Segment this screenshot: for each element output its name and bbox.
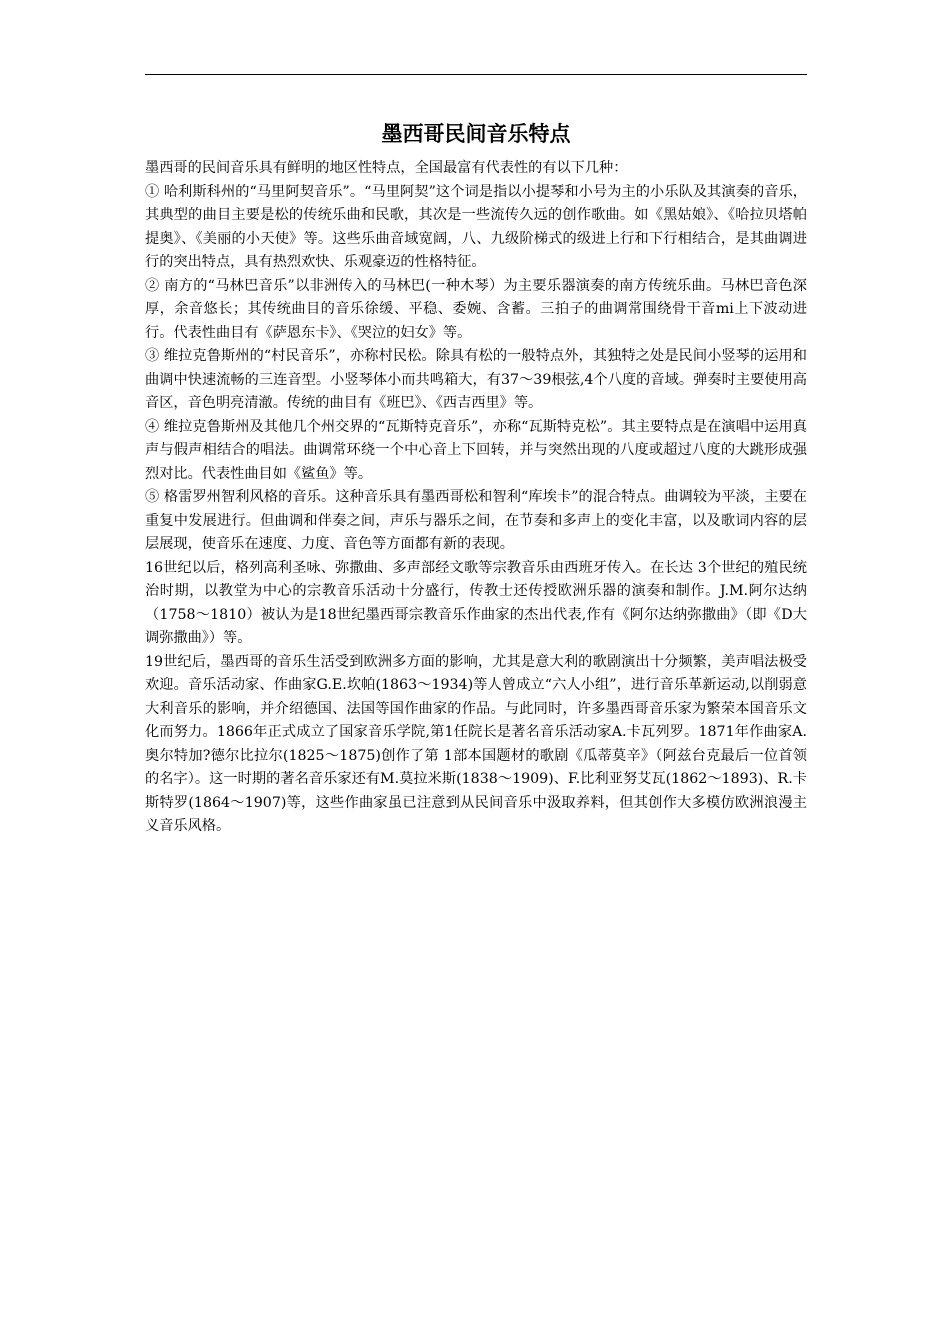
paragraph-mariachi: ① 哈利斯科州的“马里阿契音乐”。“马里阿契”这个词是指以小提琴和小号为主的小乐队及其演奏的音乐，其典型的曲目主要是松的传统乐曲和民歌，其次是一些流传久远的创作歌曲。如《黑姑娘》、《哈拉贝塔帕提奥》、《美丽的小天使》等。这些乐曲音域宽阔，八、九级阶梯式的级进上行和下行相结合，是其曲调进行的突出特点，具有热烈欢快、乐观豪迈的性格特征。 [145,183,807,270]
paragraph-16th-century: 16世纪以后，格列高利圣咏、弥撒曲、多声部经文歌等宗教音乐由西班牙传入。在长达 3个世纪的殖民统治时期，以教堂为中心的宗教音乐活动十分盛行，传教士还传授欧洲乐器的演奏和制作。J.M.阿尔达纳（1758～1810）被认为是18世纪墨西哥宗教音乐作曲家的杰出代表,作有《阿尔达纳弥撒曲》（即《D大调弥撒曲》）等。 [145,559,807,646]
paragraph-guerrero: ⑤ 格雷罗州智利风格的音乐。这种音乐具有墨西哥松和智利“库埃卡”的混合特点。曲调较为平淡，主要在重复中发展进行。但曲调和伴奏之间，声乐与器乐之间，在节奏和多声上的变化丰富，以及歌词内容的层层展现，使音乐在速度、力度、音色等方面都有新的表现。 [145,489,807,552]
header-rule [145,74,807,75]
document-body [145,157,807,839]
paragraph-jarocho: ③ 维拉克鲁斯州的“村民音乐”，亦称村民松。除具有松的一般特点外，其独特之处是民间小竖琴的运用和曲调中快速流畅的三连音型。小竖琴体小而共鸣箱大，有37～39根弦,4个八度的音域。弹奏时主要使用高音区，音色明亮清澈。传统的曲目有《班巴》、《西吉西里》等。 [145,348,807,411]
document-title: 墨西哥民间音乐特点 [381,122,571,146]
paragraph-19th-century: 19世纪后，墨西哥的音乐生活受到欧洲多方面的影响，尤其是意大利的歌剧演出十分频繁，美声唱法极受欢迎。音乐活动家、作曲家G.E.坎帕(1863～1934)等人曾成立“六人小组”，进行音乐革新运动,以削弱意大利音乐的影响，并介绍德国、法国等国作曲家的作品。与此同时，许多墨西哥音乐家为繁荣本国音乐文化而努力。1866年正式成立了国家音乐学院,第1任院长是著名音乐活动家A.卡瓦列罗。1871年作曲家A.奥尔特加?德尔比拉尔(1825～1875)创作了第 1部本国题材的歌剧《瓜蒂莫辛》（阿兹台克最后一位首领的名字）。这一时期的著名音乐家还有M.莫拉米斯(1838～1909)、F.比利亚努艾瓦(1862～1893)、R.卡斯特罗(1864～1907)等，这些作曲家虽已注意到从民间音乐中汲取养料，但其创作大多模仿欧洲浪漫主义音乐风格。 [145,653,807,834]
paragraph-huasteco: ④ 维拉克鲁斯州及其他几个州交界的“瓦斯特克音乐”，亦称“瓦斯特克松”。其主要特点是在演唱中运用真声与假声相结合的唱法。曲调常环绕一个中心音上下回转，并与突然出现的八度或超过八度的大跳形成强烈对比。代表性曲目如《鲨鱼》等。 [145,418,807,482]
paragraph-marimba: ② 南方的“马林巴音乐”以非洲传入的马林巴(一种木琴）为主要乐器演奏的南方传统乐曲。马林巴音色深厚，余音悠长；其传统曲目的音乐徐缓、平稳、委婉、含蓄。三拍子的曲调常围绕骨干音mi上下波动进行。代表性曲目有《萨恩东卡》、《哭泣的妇女》等。 [145,277,807,341]
intro-paragraph: 墨西哥的民间音乐具有鲜明的地区性特点，全国最富有代表性的有以下几种： [145,160,628,176]
